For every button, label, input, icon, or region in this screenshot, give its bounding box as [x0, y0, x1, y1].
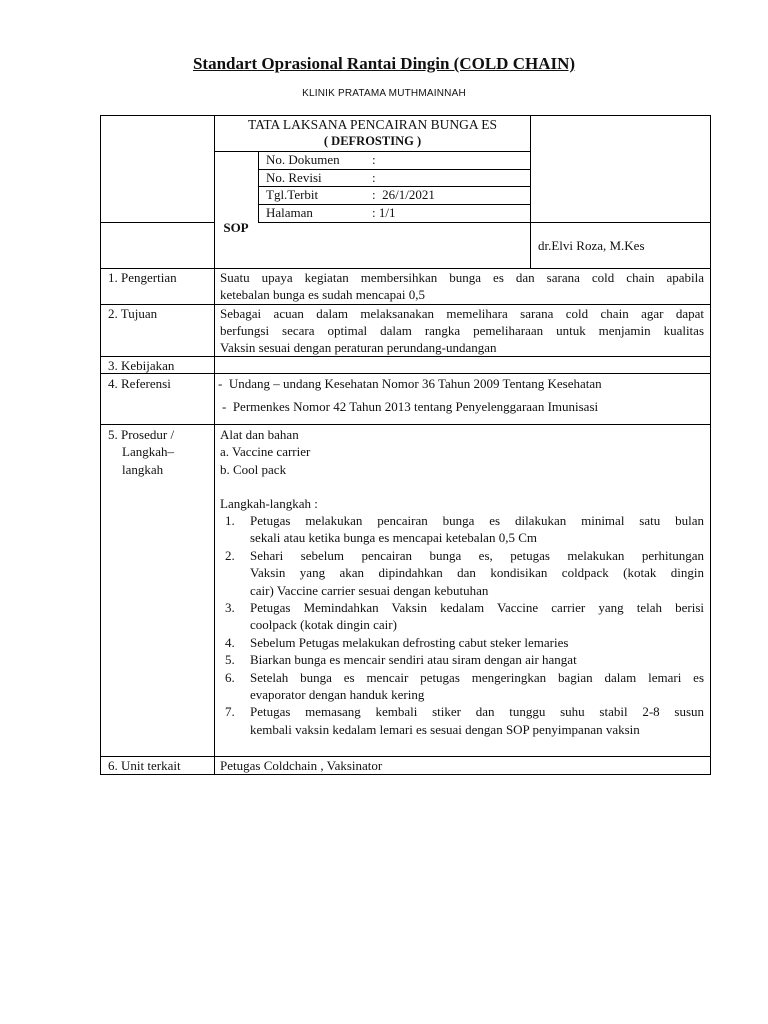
procedure-title-line2: ( DEFROSTING ) [323, 134, 422, 148]
reference-item: - Undang – undang Kesehatan Nomor 36 Tahun 2009 Tentang Kesehatan [218, 376, 602, 391]
prosedur-label-line3: langkah [122, 462, 164, 477]
prosedur-label-line2: Langkah– [122, 444, 174, 459]
field-label: Tgl.Terbit [266, 187, 319, 202]
step-line: Setelah bunga es mencair petugas mengeringkan bagian dalam lemari es [250, 669, 704, 685]
pengertian-label: 1. Pengertian [108, 270, 177, 285]
tujuan-line-1: Sebagai acuan dalam melaksanakan memelihara sarana cold chain agar dapat [220, 306, 704, 321]
step-number: 4. [225, 634, 235, 650]
field-value: : 26/1/2021 [372, 187, 435, 202]
step-line: evaporator dengan handuk kering [250, 687, 425, 703]
field-value: : [372, 170, 376, 185]
step-number: 3. [225, 600, 235, 616]
step-number: 2. [225, 547, 235, 563]
pengertian-line-1: Suatu upaya kegiatan membersihkan bunga es dan sarana cold chain apabila [220, 270, 704, 285]
step-line: cair) Vaccine carrier sesuai dengan kebutuhan [250, 582, 489, 598]
field-value: : [372, 152, 376, 167]
signatory: dr.Elvi Roza, M.Kes [538, 238, 645, 253]
tujuan-label: 2. Tujuan [108, 306, 158, 321]
field-value: : 1/1 [372, 205, 396, 220]
prosedur-label-line1: 5. Prosedur / [108, 427, 175, 442]
step-item [220, 669, 704, 704]
step-number: 7. [225, 704, 235, 720]
step-item [220, 599, 704, 634]
field-label: No. Dokumen [266, 152, 340, 167]
step-item [220, 703, 704, 738]
step-line: Petugas memasang kembali stiker dan tunggu suhu stabil 2-8 susun [250, 704, 704, 720]
referensi-label: 4. Referensi [108, 376, 171, 391]
unit-terkait-text: Petugas Coldchain , Vaksinator [220, 758, 383, 773]
procedure-title-line1: TATA LAKSANA PENCAIRAN BUNGA ES [247, 117, 498, 132]
kebijakan-label: 3. Kebijakan [108, 358, 175, 373]
tujuan-line-2: berfungsi secara optimal dalam rangka pemeliharaan untuk menjamin kualitas [220, 323, 704, 338]
step-line: kembali vaksin kedalam lemari es sesuai dengan SOP penyimpanan vaksin [250, 721, 640, 737]
materials-title: Alat dan bahan [220, 427, 299, 442]
field-label: Halaman [266, 205, 313, 220]
step-number: 5. [225, 652, 235, 668]
document-title: Standart Oprasional Rantai Dingin (COLD CHAIN) [192, 54, 576, 73]
step-line: Petugas Memindahkan Vaksin kedalam Vaccine carrier yang telah berisi [250, 600, 704, 616]
step-number: 6. [225, 669, 235, 685]
material-item: a. Vaccine carrier [220, 444, 311, 459]
step-item [220, 512, 704, 547]
step-number: 1. [225, 513, 235, 528]
sop-label: SOP [223, 220, 249, 235]
reference-item: - Permenkes Nomor 42 Tahun 2013 tentang Penyelenggaraan Imunisasi [222, 399, 599, 414]
tujuan-line-3: Vaksin sesuai dengan peraturan perundang-undangan [220, 340, 497, 355]
pengertian-line-2: ketebalan bunga es sudah mencapai 0,5 [220, 287, 426, 302]
procedure-steps [220, 512, 704, 738]
steps-title: Langkah-langkah : [220, 496, 318, 511]
material-item: b. Cool pack [220, 462, 287, 477]
step-line: Biarkan bunga es mencair sendiri atau siram dengan air hangat [250, 652, 577, 668]
clinic-name: KLINIK PRATAMA MUTHMAINNAH [302, 88, 466, 99]
step-line: Sebelum Petugas melakukan defrosting cabut steker lemaries [250, 634, 569, 650]
step-line: Sehari sebelum pencairan bunga es, petugas melakukan perhitungan [250, 547, 704, 563]
step-line: Vaksin yang akan dipindahkan dan kondisikan coldpack (kotak dingin [250, 565, 704, 581]
step-item [220, 547, 704, 599]
step-line: sekali atau ketika bunga es mencapai ketebalan 0,5 Cm [250, 530, 537, 546]
step-line: Petugas melakukan pencairan bunga es dilakukan minimal satu bulan [250, 513, 704, 528]
step-line: coolpack (kotak dingin cair) [250, 617, 397, 633]
step-item [220, 634, 704, 651]
step-item [220, 651, 704, 668]
unit-terkait-label: 6. Unit terkait [108, 758, 181, 773]
field-label: No. Revisi [266, 170, 322, 185]
